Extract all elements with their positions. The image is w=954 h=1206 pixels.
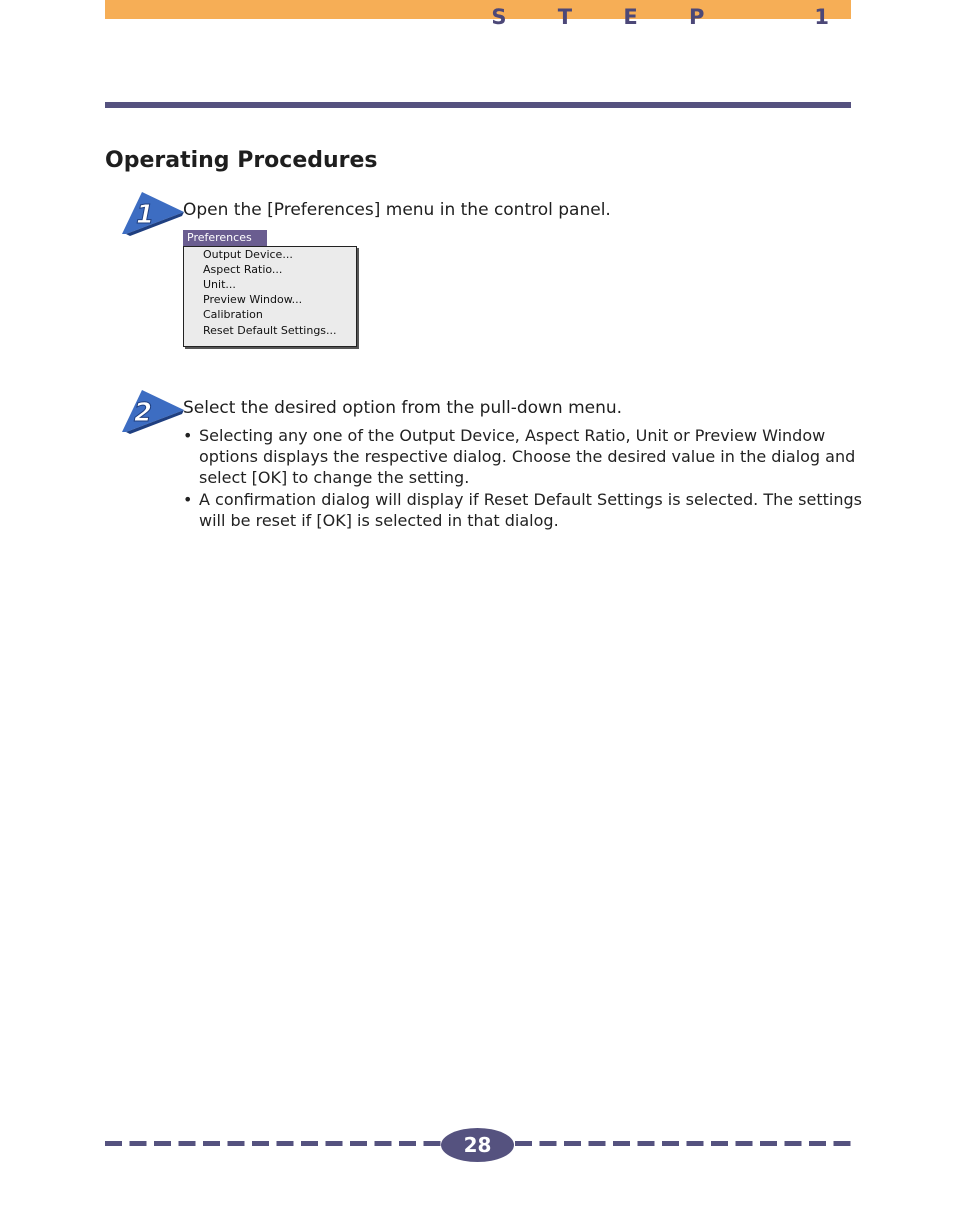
step-2-text: Select the desired option from the pull-down menu. <box>183 398 623 418</box>
menu-item-calibration[interactable]: Calibration <box>203 308 263 321</box>
footer-dash-left <box>105 1141 441 1146</box>
page-number: 28 <box>441 1128 514 1162</box>
step-2-number: 2 <box>134 398 153 428</box>
menu-item-reset-default[interactable]: Reset Default Settings... <box>203 324 337 337</box>
step-1-icon <box>122 190 186 236</box>
preferences-menu <box>183 246 357 347</box>
step-1-text: Open the [Preferences] menu in the control panel. <box>183 200 611 220</box>
bullet-item: • Selecting any one of the Output Device, Aspect Ratio, Unit or Preview Window options displays the respective dialog. Choose the desired value in the dialog and select [OK] to change the setting. <box>183 425 863 488</box>
menu-item-unit[interactable]: Unit... <box>203 278 236 291</box>
menu-item-aspect-ratio[interactable]: Aspect Ratio... <box>203 263 283 276</box>
footer-dash-right <box>515 1141 851 1146</box>
bullet-list <box>183 425 863 532</box>
menu-item-output-device[interactable]: Output Device... <box>203 248 293 261</box>
step-2-icon <box>122 388 186 434</box>
header-rule <box>105 102 851 108</box>
bullet-item: • A confirmation dialog will display if Reset Default Settings is selected. The settings will be reset if [OK] is selected in that dialog. <box>183 489 863 531</box>
menu-item-preview-window[interactable]: Preview Window... <box>203 293 303 306</box>
preferences-menu-title[interactable]: Preferences <box>183 230 267 246</box>
section-title: Operating Procedures <box>105 148 378 173</box>
step-1-number: 1 <box>136 200 155 230</box>
step-label: S T E P 1 <box>491 5 851 29</box>
